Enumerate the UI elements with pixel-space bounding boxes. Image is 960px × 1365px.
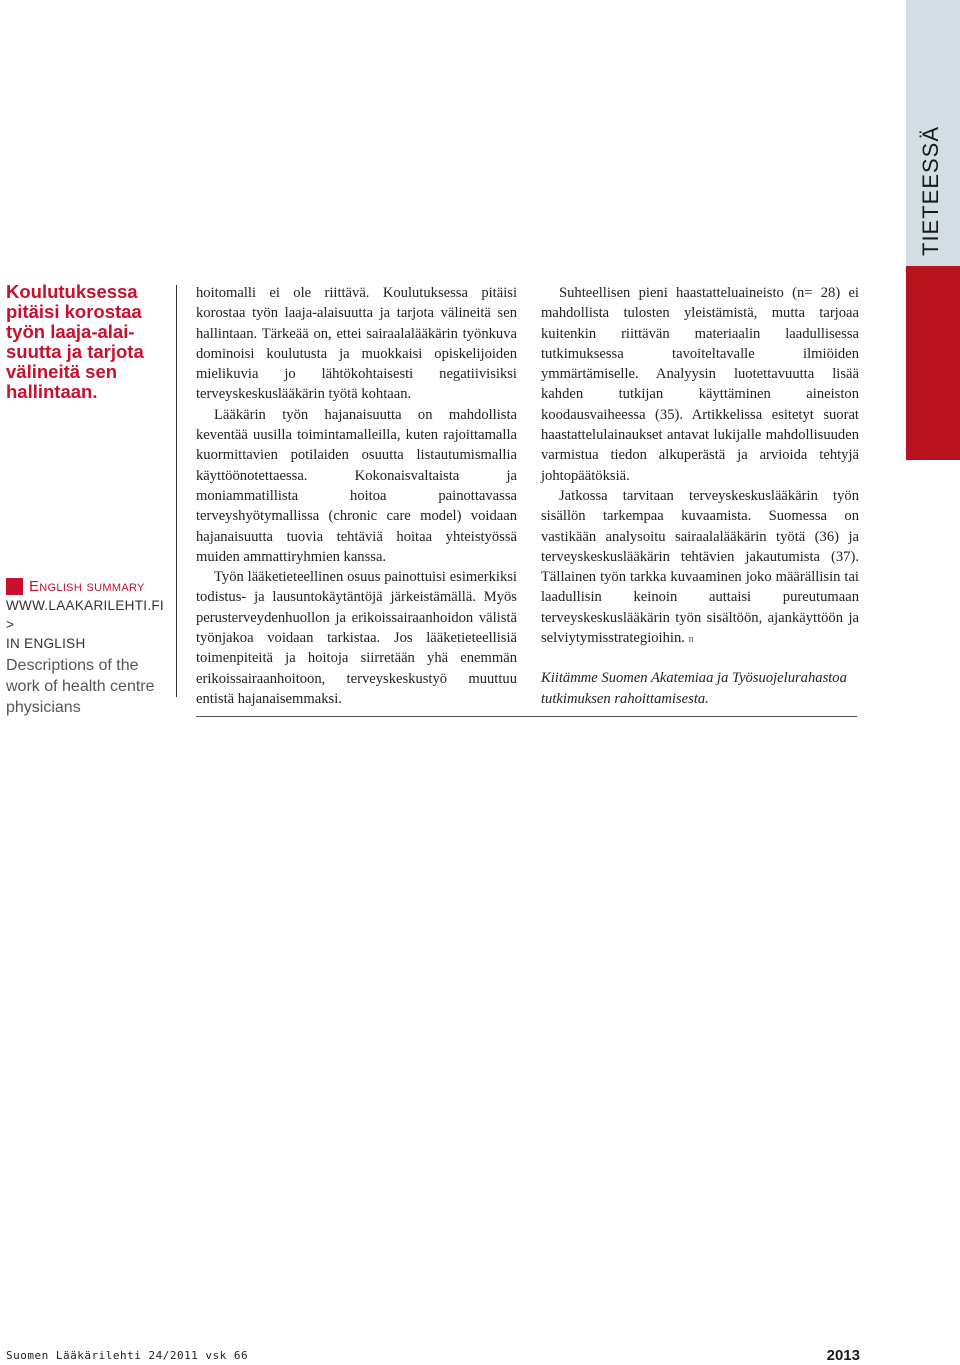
section-tab-accent (906, 266, 960, 460)
paragraph-last (541, 486, 859, 650)
paragraph: Työn lääketieteellinen osuus painottuisi esimerkiksi todistus- ja lausuntokäytäntöjä järkeistämällä. Myös perusterveydenhuollon ja erikoissairaanhoidon välistä työnjakoa voidaan tarkistaa. Jos lääketieteellisiä toimenpiteitä ja hoitoja siirretään yhä enemmän erikoissairaanhoitoon, terveyskeskustyö muuttuu entistä hajanaisemmaksi. (196, 569, 517, 707)
article-end-rule (196, 716, 857, 717)
summary-description: Descriptions of the work of health centre physicians (6, 657, 155, 716)
column-divider (176, 285, 177, 697)
summary-link[interactable]: WWW.LAAKARILEHTI.FI > IN ENGLISH (6, 598, 164, 651)
summary-title: English summary (29, 578, 145, 595)
paragraph-text: Jatkossa tarvitaan terveyskeskuslääkärin työn sisällön tarkempaa kuvaamista. Suomessa on vastikään analysoitu sairaalalääkärin työtä (36) ja terveyskeskuslääkärin tehtävien jakautumista (37). Tällainen työn tarkka kuvaaminen joko määrällisin tai laadullisin keinoin auttaisi pureutumaan terveyskeskuslääkärin työn sisältöön, ajankäyttöön ja selviytymisstrategioihin. (541, 487, 859, 647)
paragraph: hoitomalli ei ole riittävä. Koulutuksessa pitäisi korostaa työn laaja-alaisuutta ja tarjota välineitä sen hallintaan. Tärkeää on, ettei sairaalalääkärin työnkuva dominoisi koulutusta ja muokkaisi opiskelijoiden mielikuvia jo lähtökohtaisesti negatiivisiksi terveyskeskuslääkärin työtä kohtaan. (196, 285, 517, 403)
paragraph: Lääkärin työn hajanaisuutta on mahdollista keventää uusilla toimintamalleilla, kuten rajoittamalla kuormittavien potilaiden osuutta listautumismallia käyttöönotettaessa. Kokonaisvaltaista ja moniammatillista hoitoa painottavassa terveyshyötymallissa (chronic care model) voidaan hajanaisuutta tuovia tehtäviä hoitaa yhteistyössä muiden ammattiryhmien kanssa. (196, 406, 517, 565)
journal-footer: Suomen Lääkärilehti 24/2011 vsk 66 (6, 1349, 249, 1362)
english-summary[interactable] (6, 578, 171, 718)
pull-quote: Koulutuksessa pitäisi korostaa työn laaja-alai- suutta ja tarjota välineitä sen hallintaan. (6, 281, 144, 402)
section-tab (912, 125, 952, 270)
section-tab-label: TIETEESSÄ (918, 125, 943, 256)
paragraph: Suhteellisen pieni haastatteluaineisto (n= 28) ei mahdollista tulosten yleistämistä, mutta tarjoaa kuitenkin riittävän materiaalin laadullisessa tutkimuksessa tavoiteltavalle ilmiöiden ymmärtämiselle. Analyysin luotettavuutta lisää kahden tutkijan käyttäminen aineiston koodausvaiheessa (35). Artikkelissa esitetyt suorat haastattelulainaukset antavat lukijalle mahdollisuuden varmistua tiedon alkuperästä ja arvioida tehtyjä johtopäätöksiä. (541, 285, 859, 484)
body-column-1 (196, 283, 517, 709)
summary-square-icon (6, 578, 23, 595)
body-column-2 (541, 283, 859, 709)
page-number: 2013 (826, 1347, 860, 1364)
acknowledgement: Kiitämme Suomen Akatemiaa ja Työsuojelurahastoa tutkimuksen rahoittamisesta. (541, 670, 847, 707)
end-mark: n (688, 634, 694, 646)
